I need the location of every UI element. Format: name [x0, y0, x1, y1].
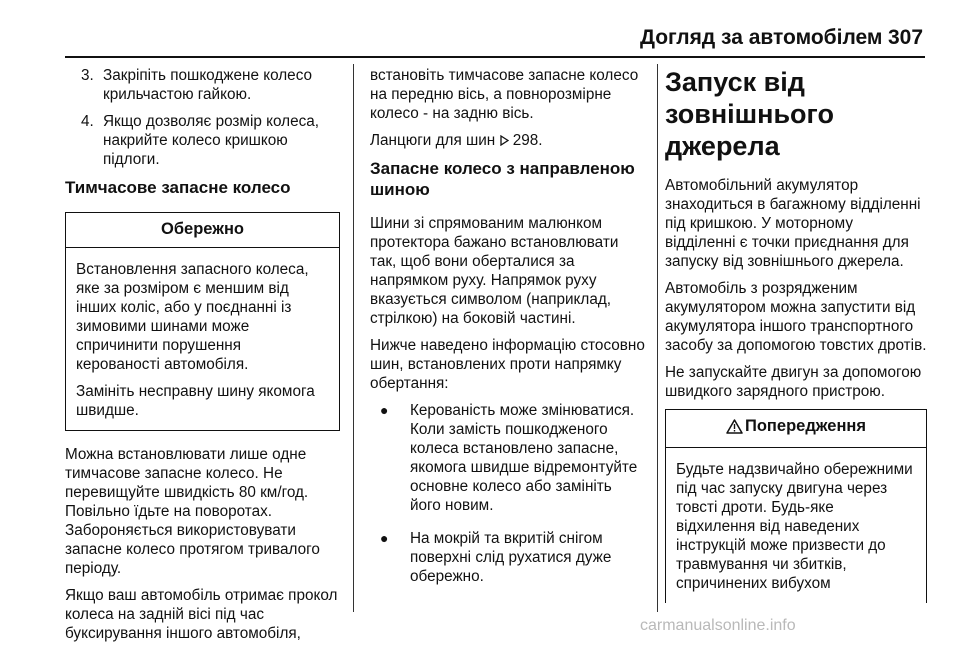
- page-number: 307: [888, 26, 924, 49]
- list-text: Якщо дозволяє розмір колеса, накрийте колесо кришкою підлоги.: [103, 113, 319, 168]
- body-paragraph: Шини зі спрямованим малюнком протектора бажано встановлювати так, щоб вони оберталися за напрямком руху. Напрямок руху вказується символом (наприклад, стрілкою) на боковій частині.: [370, 215, 619, 327]
- section-heading-directional-tyre: Запасне колесо з направленою шиною: [370, 159, 635, 199]
- column-divider-2: [657, 64, 658, 612]
- list-text: Закріпіть пошкоджене колесо крильчастою гайкою.: [103, 67, 313, 103]
- warning-header: [666, 410, 926, 448]
- header-rule: [65, 56, 925, 58]
- list-item: [65, 66, 340, 104]
- body-paragraph: Нижче наведено інформацію стосовно шин, встановлених проти напрямку обертання:: [370, 337, 645, 392]
- bullet-text: Керованість може змінюватися. Коли замість пошкодженого колеса встановлено запасне, якомога швидше відремонтуйте основне колесо або замініть його новим.: [410, 402, 638, 514]
- page-header: [0, 0, 960, 56]
- body-paragraph: встановіть тимчасове запасне колесо на передню вісь, а повнорозмірне колесо - на задню вісь.: [370, 67, 639, 122]
- caution-title: Обережно: [66, 213, 339, 248]
- list-number: 4.: [81, 113, 94, 130]
- caution-box: [65, 212, 340, 431]
- warning-body: [666, 448, 926, 603]
- caution-paragraph: Встановлення запасного колеса, яке за розміром є меншим від інших коліс, або у поєднанні із зимовими шинами може спричинити порушення керованості автомобіля.: [76, 261, 309, 373]
- numbered-list: [65, 66, 340, 169]
- warning-paragraph: Будьте надзвичайно обережними під час запуску двигуна через товсті дроти. Будь-яке відхилення від наведених інструкцій може призвести до травмування чи збитків, спричинених вибухом: [676, 461, 913, 592]
- bullet-dot-icon: ●: [380, 530, 389, 546]
- watermark: carmanualsonline.info: [640, 617, 796, 634]
- list-item: [65, 112, 340, 169]
- list-item: [370, 529, 645, 586]
- section-title-jump-start: Запуск від зовнішнього джерела: [665, 67, 834, 161]
- body-paragraph: Можна встановлювати лише одне тимчасове запасне колесо. Не перевищуйте швидкість 80 км/год. Повільно їдьте на поворотах. Забороняється використовувати запасне колесо протягом тривалого періоду.: [65, 446, 320, 577]
- body-paragraph: Автомобіль з розрядженим акумулятором можна запустити від акумулятора іншого транспортного засобу за допомогою товстих дротів.: [665, 280, 927, 354]
- reference-link[interactable]: 298.: [512, 132, 543, 149]
- cross-reference: [370, 131, 645, 150]
- list-item: [370, 401, 645, 515]
- warning-box: [665, 409, 927, 603]
- body-paragraph: Автомобільний акумулятор знаходиться в багажному відділенні під кришкою. У моторному відділенні є точки приєднання для запуску від зовнішнього джерела.: [665, 177, 921, 270]
- reference-text: Ланцюги для шин: [370, 132, 496, 149]
- bullet-dot-icon: ●: [380, 402, 389, 418]
- caution-body: [66, 248, 339, 430]
- column-divider-1: [353, 64, 354, 612]
- triangle-right-icon: [500, 132, 513, 149]
- section-heading-spare-wheel: Тимчасове запасне колесо: [65, 178, 291, 197]
- column-2: [370, 66, 645, 600]
- list-number: 3.: [81, 67, 94, 84]
- bullet-list: [370, 401, 645, 586]
- bullet-text: На мокрій та вкритій снігом поверхні слід рухатися дуже обережно.: [410, 530, 612, 585]
- column-1: [65, 66, 340, 651]
- warning-title: Попередження: [744, 417, 867, 435]
- header-title: Догляд за автомобілем: [640, 26, 883, 49]
- warning-triangle-icon: [726, 419, 743, 434]
- column-3: [665, 66, 927, 617]
- body-paragraph: Не запускайте двигун за допомогою швидкого зарядного пристрою.: [665, 364, 922, 400]
- body-paragraph: Якщо ваш автомобіль отримає прокол колеса на задній вісі під час буксирування іншого автомобіля,: [65, 587, 338, 642]
- caution-paragraph: Замініть несправну шину якомога швидше.: [76, 383, 315, 419]
